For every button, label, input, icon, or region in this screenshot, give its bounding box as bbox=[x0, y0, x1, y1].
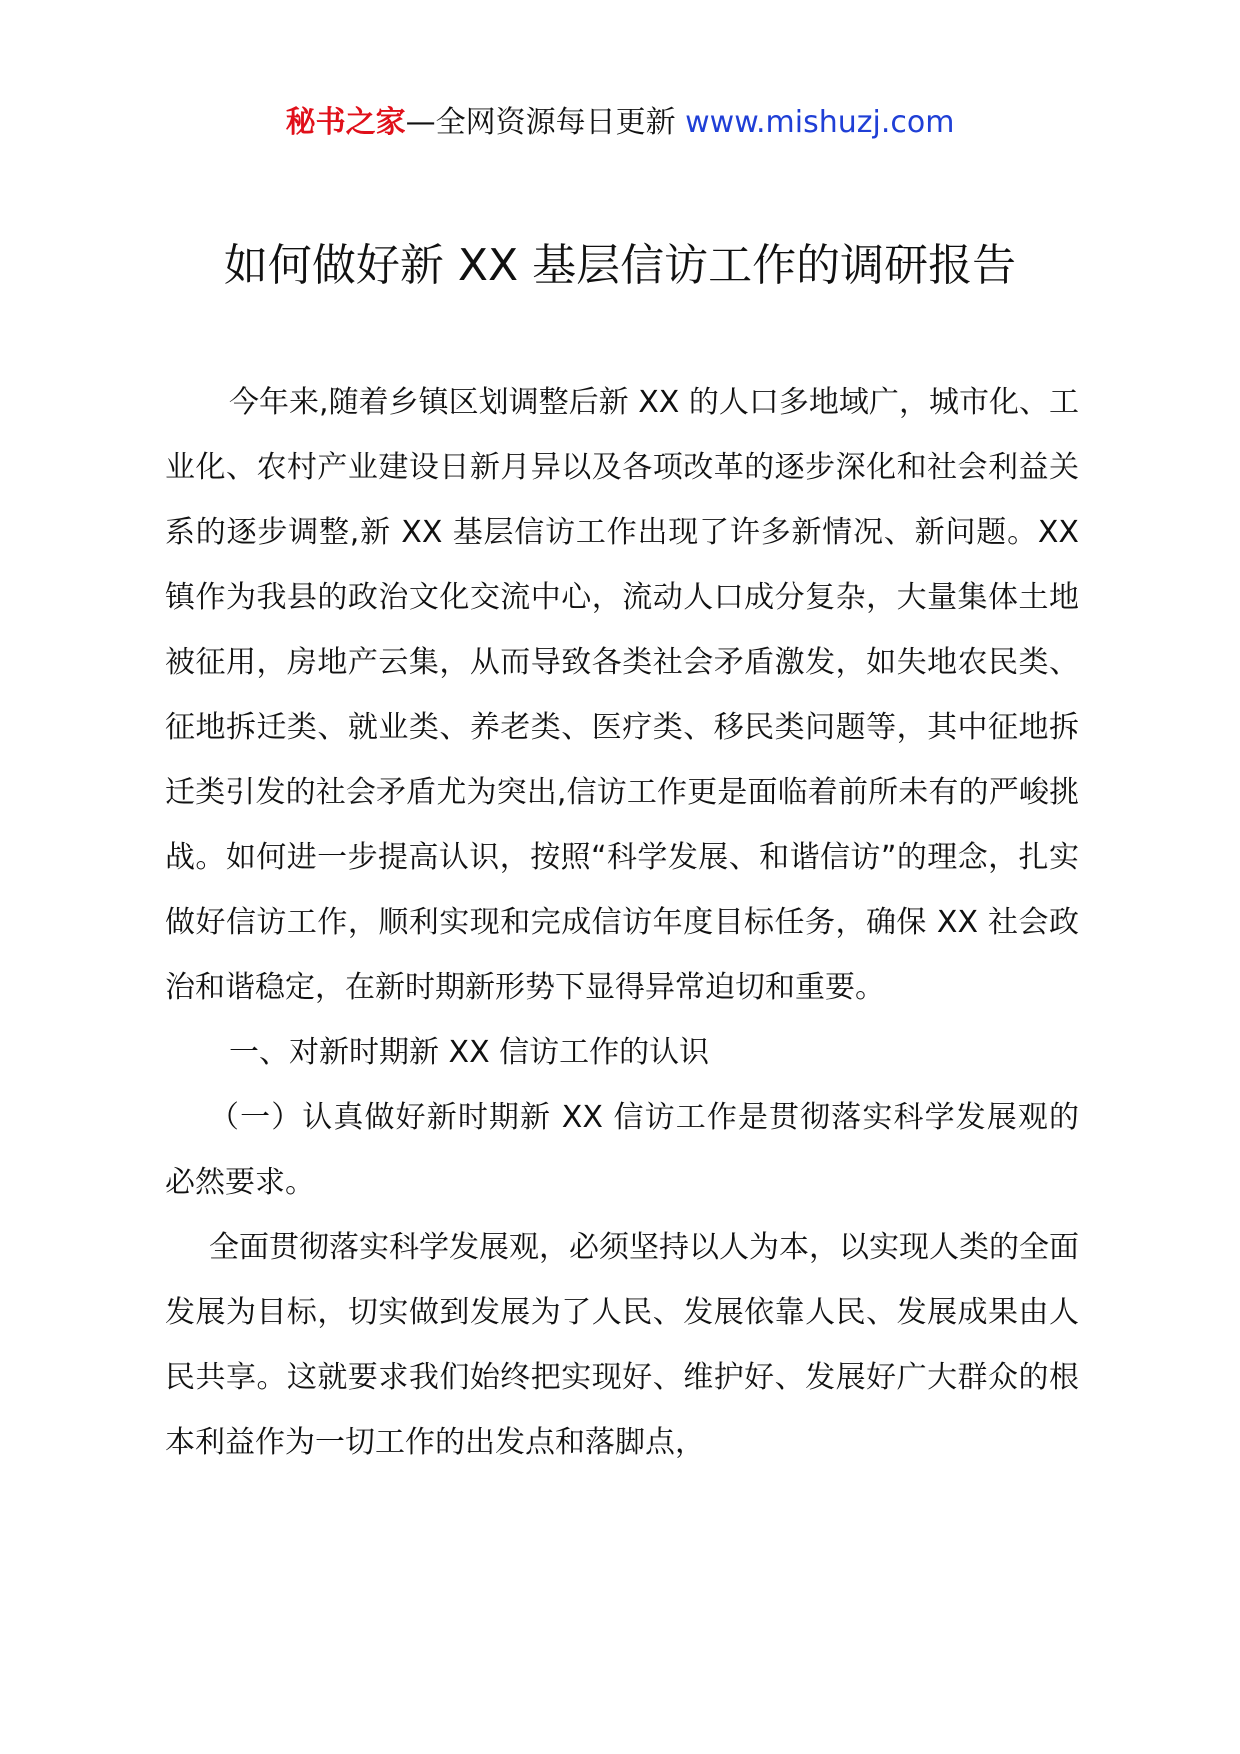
document-title: 如何做好新 XX 基层信访工作的调研报告 bbox=[223, 240, 1017, 291]
site-brand-name: 秘书之家 bbox=[285, 105, 406, 140]
site-header-banner bbox=[0, 100, 1240, 146]
site-url-link[interactable]: www.mishuzj.com bbox=[685, 105, 955, 140]
paragraph-body: 全面贯彻落实科学发展观，必须坚持以人为本，以实现人类的全面发展为目标，切实做到发展为了人民、发展依靠人民、发展成果由人民共享。这就要求我们始终把实现好、维护好、发展好广大群众的根本利益作为一切工作的出发点和落脚点， bbox=[165, 1230, 1079, 1460]
section-heading-1: 一、对新时期新 XX 信访工作的认识 bbox=[229, 1035, 710, 1070]
subsection-heading-1: （一）认真做好新时期新 XX 信访工作是贯彻落实科学发展观的必然要求。 bbox=[165, 1100, 1079, 1200]
site-tagline: —全网资源每日更新 bbox=[405, 105, 686, 140]
paragraph-intro: 今年来,随着乡镇区划调整后新 XX 的人口多地域广，城市化、工业化、农村产业建设日新月异以及各项改革的逐步深化和社会利益关系的逐步调整,新 XX 基层信访工作出现了许多新情况、新问题。XX 镇作为我县的政治文化交流中心，流动人口成分复杂，大量集体土地被征用，房地产云集，从而导致各类社会矛盾激发，如失地农民类、征地拆迁类、就业类、养老类、医疗类、移民类问题等，其中征地拆迁类引发的社会矛盾尤为突出,信访工作更是面临着前所未有的严峻挑战。如何进一步提高认识，按照“科学发展、和谐信访”的理念，扎实做好信访工作，顺利实现和完成信访年度目标任务，确保 XX 社会政治和谐稳定，在新时期新形势下显得异常迫切和重要。 bbox=[165, 385, 1079, 1005]
document-body bbox=[165, 370, 1079, 1475]
